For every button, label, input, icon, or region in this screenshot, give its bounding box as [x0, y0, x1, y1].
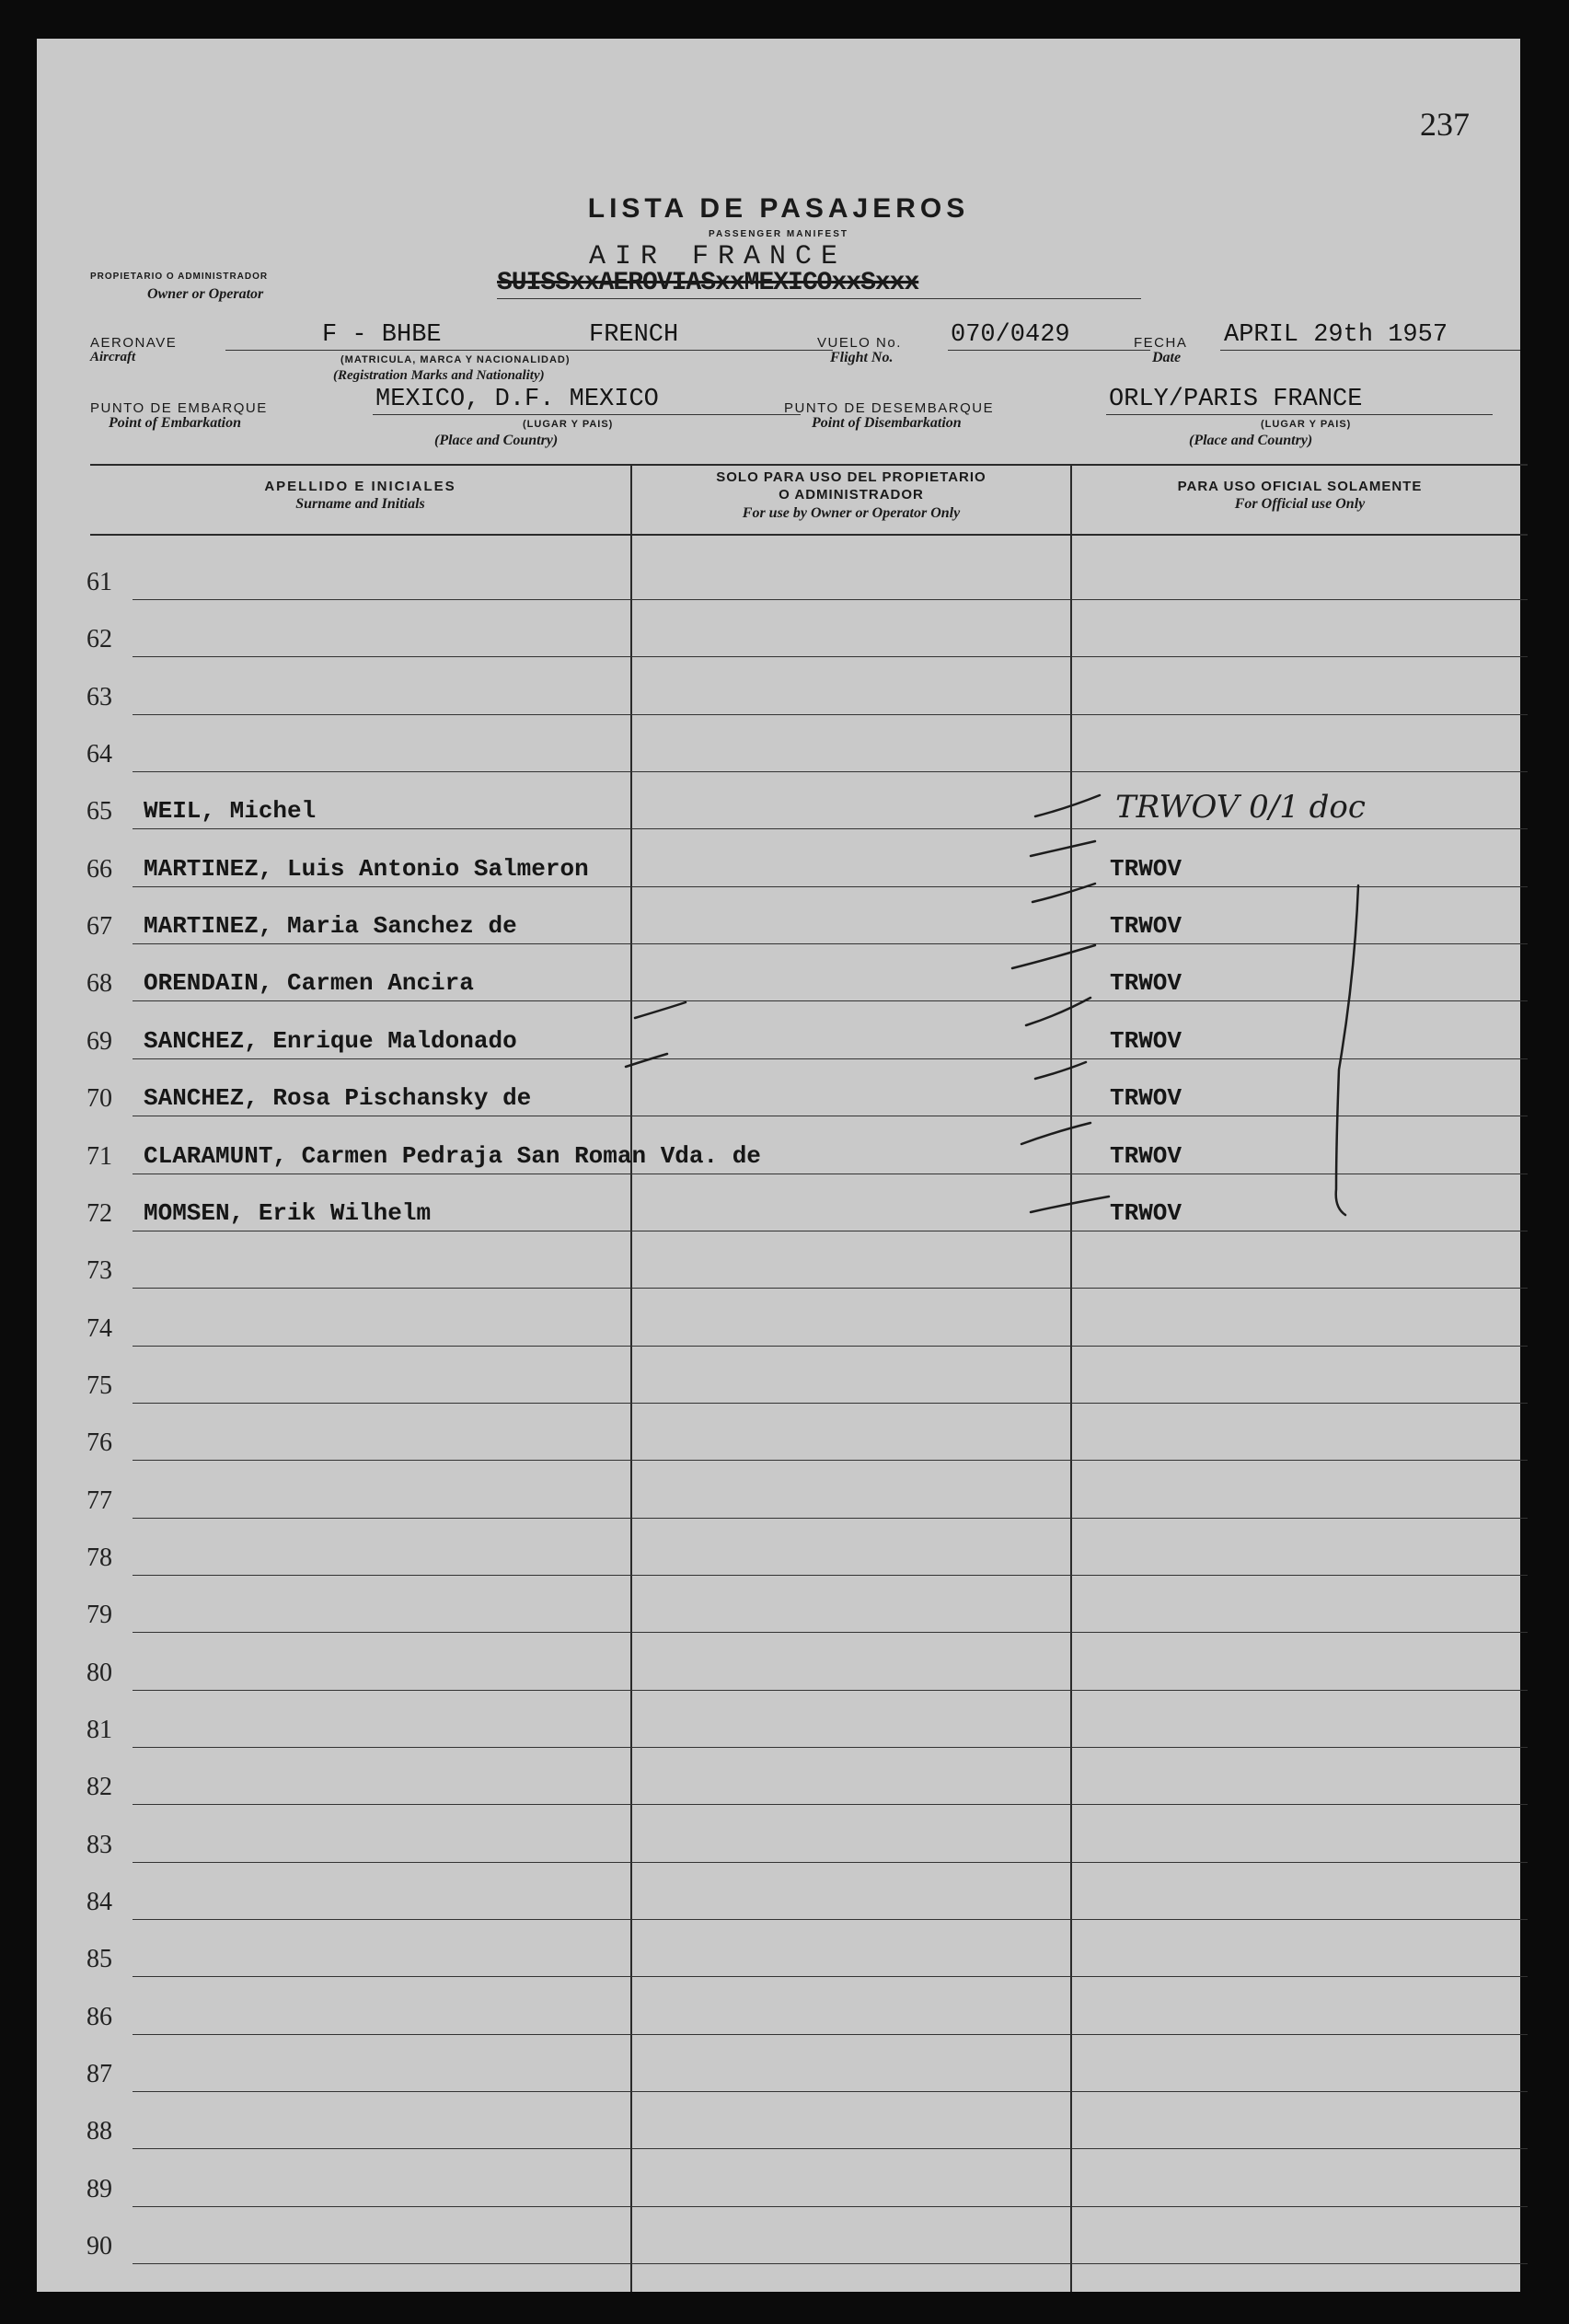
aircraft-label: AERONAVE [90, 335, 178, 351]
disembarkation-sub: (LUGAR Y PAIS) [1261, 419, 1352, 430]
check-mark-68 [1012, 945, 1095, 968]
passenger-name: MARTINEZ, Maria Sanchez de [144, 912, 517, 940]
row-number: 87 [87, 2060, 112, 2088]
official-code: TRWOV [1110, 912, 1183, 940]
row-number: 71 [87, 1142, 112, 1171]
row-number: 67 [87, 912, 112, 941]
handwritten-note: TRWOV 0/1 doc [1115, 789, 1366, 826]
embarkation-sub-en: (Place and Country) [434, 433, 559, 448]
bracket-line [1336, 885, 1358, 1215]
embarkation-label-en: Point of Embarkation [109, 415, 242, 431]
row-number: 73 [87, 1256, 112, 1285]
aircraft-registration: F - BHBE [322, 321, 442, 349]
passenger-name: WEIL, Michel [144, 797, 317, 825]
row-number: 80 [87, 1659, 112, 1687]
row-number: 78 [87, 1544, 112, 1572]
row-number: 72 [87, 1199, 112, 1228]
row-number: 82 [87, 1773, 112, 1801]
page-title: LISTA DE PASAJEROS [587, 193, 970, 224]
official-code: TRWOV [1110, 1199, 1183, 1227]
row-number: 89 [87, 2175, 112, 2203]
row-number: 70 [87, 1084, 112, 1113]
check-mark-71 [1021, 1123, 1090, 1144]
passenger-name: SANCHEZ, Rosa Pischansky de [144, 1084, 532, 1112]
row-number: 88 [87, 2117, 112, 2145]
row-number: 77 [87, 1486, 112, 1515]
row-number: 68 [87, 969, 112, 998]
owner-label-en: Owner or Operator [147, 286, 264, 302]
embarkation-value: MEXICO, D.F. MEXICO [375, 386, 659, 413]
page-title-en: PASSENGER MANIFEST [709, 229, 848, 239]
row-number: 65 [87, 797, 112, 826]
manifest-page [37, 39, 1520, 2292]
column-header-owner-en: For use by Owner or Operator Only [742, 505, 961, 521]
row-number: 84 [87, 1888, 112, 1916]
disembarkation-label-en: Point of Disembarkation [812, 415, 962, 431]
official-code: TRWOV [1110, 1027, 1183, 1055]
row-number: 69 [87, 1027, 112, 1056]
disembarkation-label: PUNTO DE DESEMBARQUE [784, 400, 995, 416]
owner-typed-value: AIR FRANCE [589, 241, 848, 272]
row-number: 61 [87, 568, 112, 596]
check-mark-65 [1035, 795, 1100, 816]
owner-struck-value: SUISSxxAEROVIASxxMEXICOxxSxxx [497, 269, 919, 297]
passenger-name: ORENDAIN, Carmen Ancira [144, 969, 474, 997]
embarkation-label: PUNTO DE EMBARQUE [90, 400, 268, 416]
aircraft-label-en: Aircraft [90, 350, 136, 364]
owner-label: PROPIETARIO O ADMINISTRADOR [90, 272, 269, 282]
check-mark-67 [1033, 884, 1095, 902]
official-code: TRWOV [1110, 969, 1183, 997]
row-number: 85 [87, 1945, 112, 1973]
row-number: 74 [87, 1314, 112, 1343]
column-header-official: PARA USO OFICIAL SOLAMENTE [1177, 479, 1423, 494]
embarkation-sub: (LUGAR Y PAIS) [523, 419, 614, 430]
column-header-surname: APELLIDO E INICIALES [264, 479, 456, 494]
check-mark-70-name [626, 1054, 667, 1067]
row-number: 62 [87, 625, 112, 653]
row-number: 64 [87, 740, 112, 769]
disembarkation-value: ORLY/PARIS FRANCE [1109, 386, 1363, 413]
row-number: 83 [87, 1831, 112, 1859]
official-code: TRWOV [1110, 855, 1183, 883]
column-header-surname-en: Surname and Initials [295, 496, 425, 512]
passenger-name: CLARAMUNT, Carmen Pedraja San Roman Vda. de [144, 1142, 761, 1170]
check-mark-69 [1026, 998, 1090, 1025]
check-mark-70 [1035, 1062, 1086, 1079]
passenger-name: MARTINEZ, Luis Antonio Salmeron [144, 855, 589, 883]
row-number: 75 [87, 1371, 112, 1400]
check-mark-66 [1031, 841, 1095, 856]
date-label-en: Date [1152, 350, 1182, 365]
flight-number: 070/0429 [951, 321, 1070, 349]
column-header-owner: SOLO PARA USO DEL PROPIETARIO [716, 469, 986, 485]
flight-label: VUELO No. [817, 335, 902, 351]
aircraft-sub-en: (Registration Marks and Nationality) [333, 368, 545, 383]
passenger-name: SANCHEZ, Enrique Maldonado [144, 1027, 517, 1055]
row-number: 66 [87, 855, 112, 884]
official-code: TRWOV [1110, 1142, 1183, 1170]
aircraft-sub: (MATRICULA, MARCA Y NACIONALIDAD) [340, 354, 571, 365]
handwritten-marks [37, 39, 1520, 2292]
flight-label-en: Flight No. [830, 350, 894, 365]
row-number: 90 [87, 2232, 112, 2260]
date-value: APRIL 29th 1957 [1224, 321, 1448, 349]
row-number: 81 [87, 1716, 112, 1744]
row-number: 76 [87, 1428, 112, 1457]
row-number: 79 [87, 1601, 112, 1629]
disembarkation-sub-en: (Place and Country) [1189, 433, 1313, 448]
column-header-official-en: For Official use Only [1234, 496, 1366, 512]
row-number: 86 [87, 2003, 112, 2031]
page-number: 237 [1420, 106, 1470, 143]
column-header-owner-2: O ADMINISTRADOR [779, 487, 924, 503]
official-code: TRWOV [1110, 1084, 1183, 1112]
check-mark-72 [1031, 1197, 1109, 1212]
passenger-name: MOMSEN, Erik Wilhelm [144, 1199, 432, 1227]
date-label: FECHA [1134, 335, 1188, 351]
row-number: 63 [87, 683, 112, 711]
check-mark-69-name [635, 1002, 686, 1018]
aircraft-nationality: FRENCH [589, 321, 679, 349]
